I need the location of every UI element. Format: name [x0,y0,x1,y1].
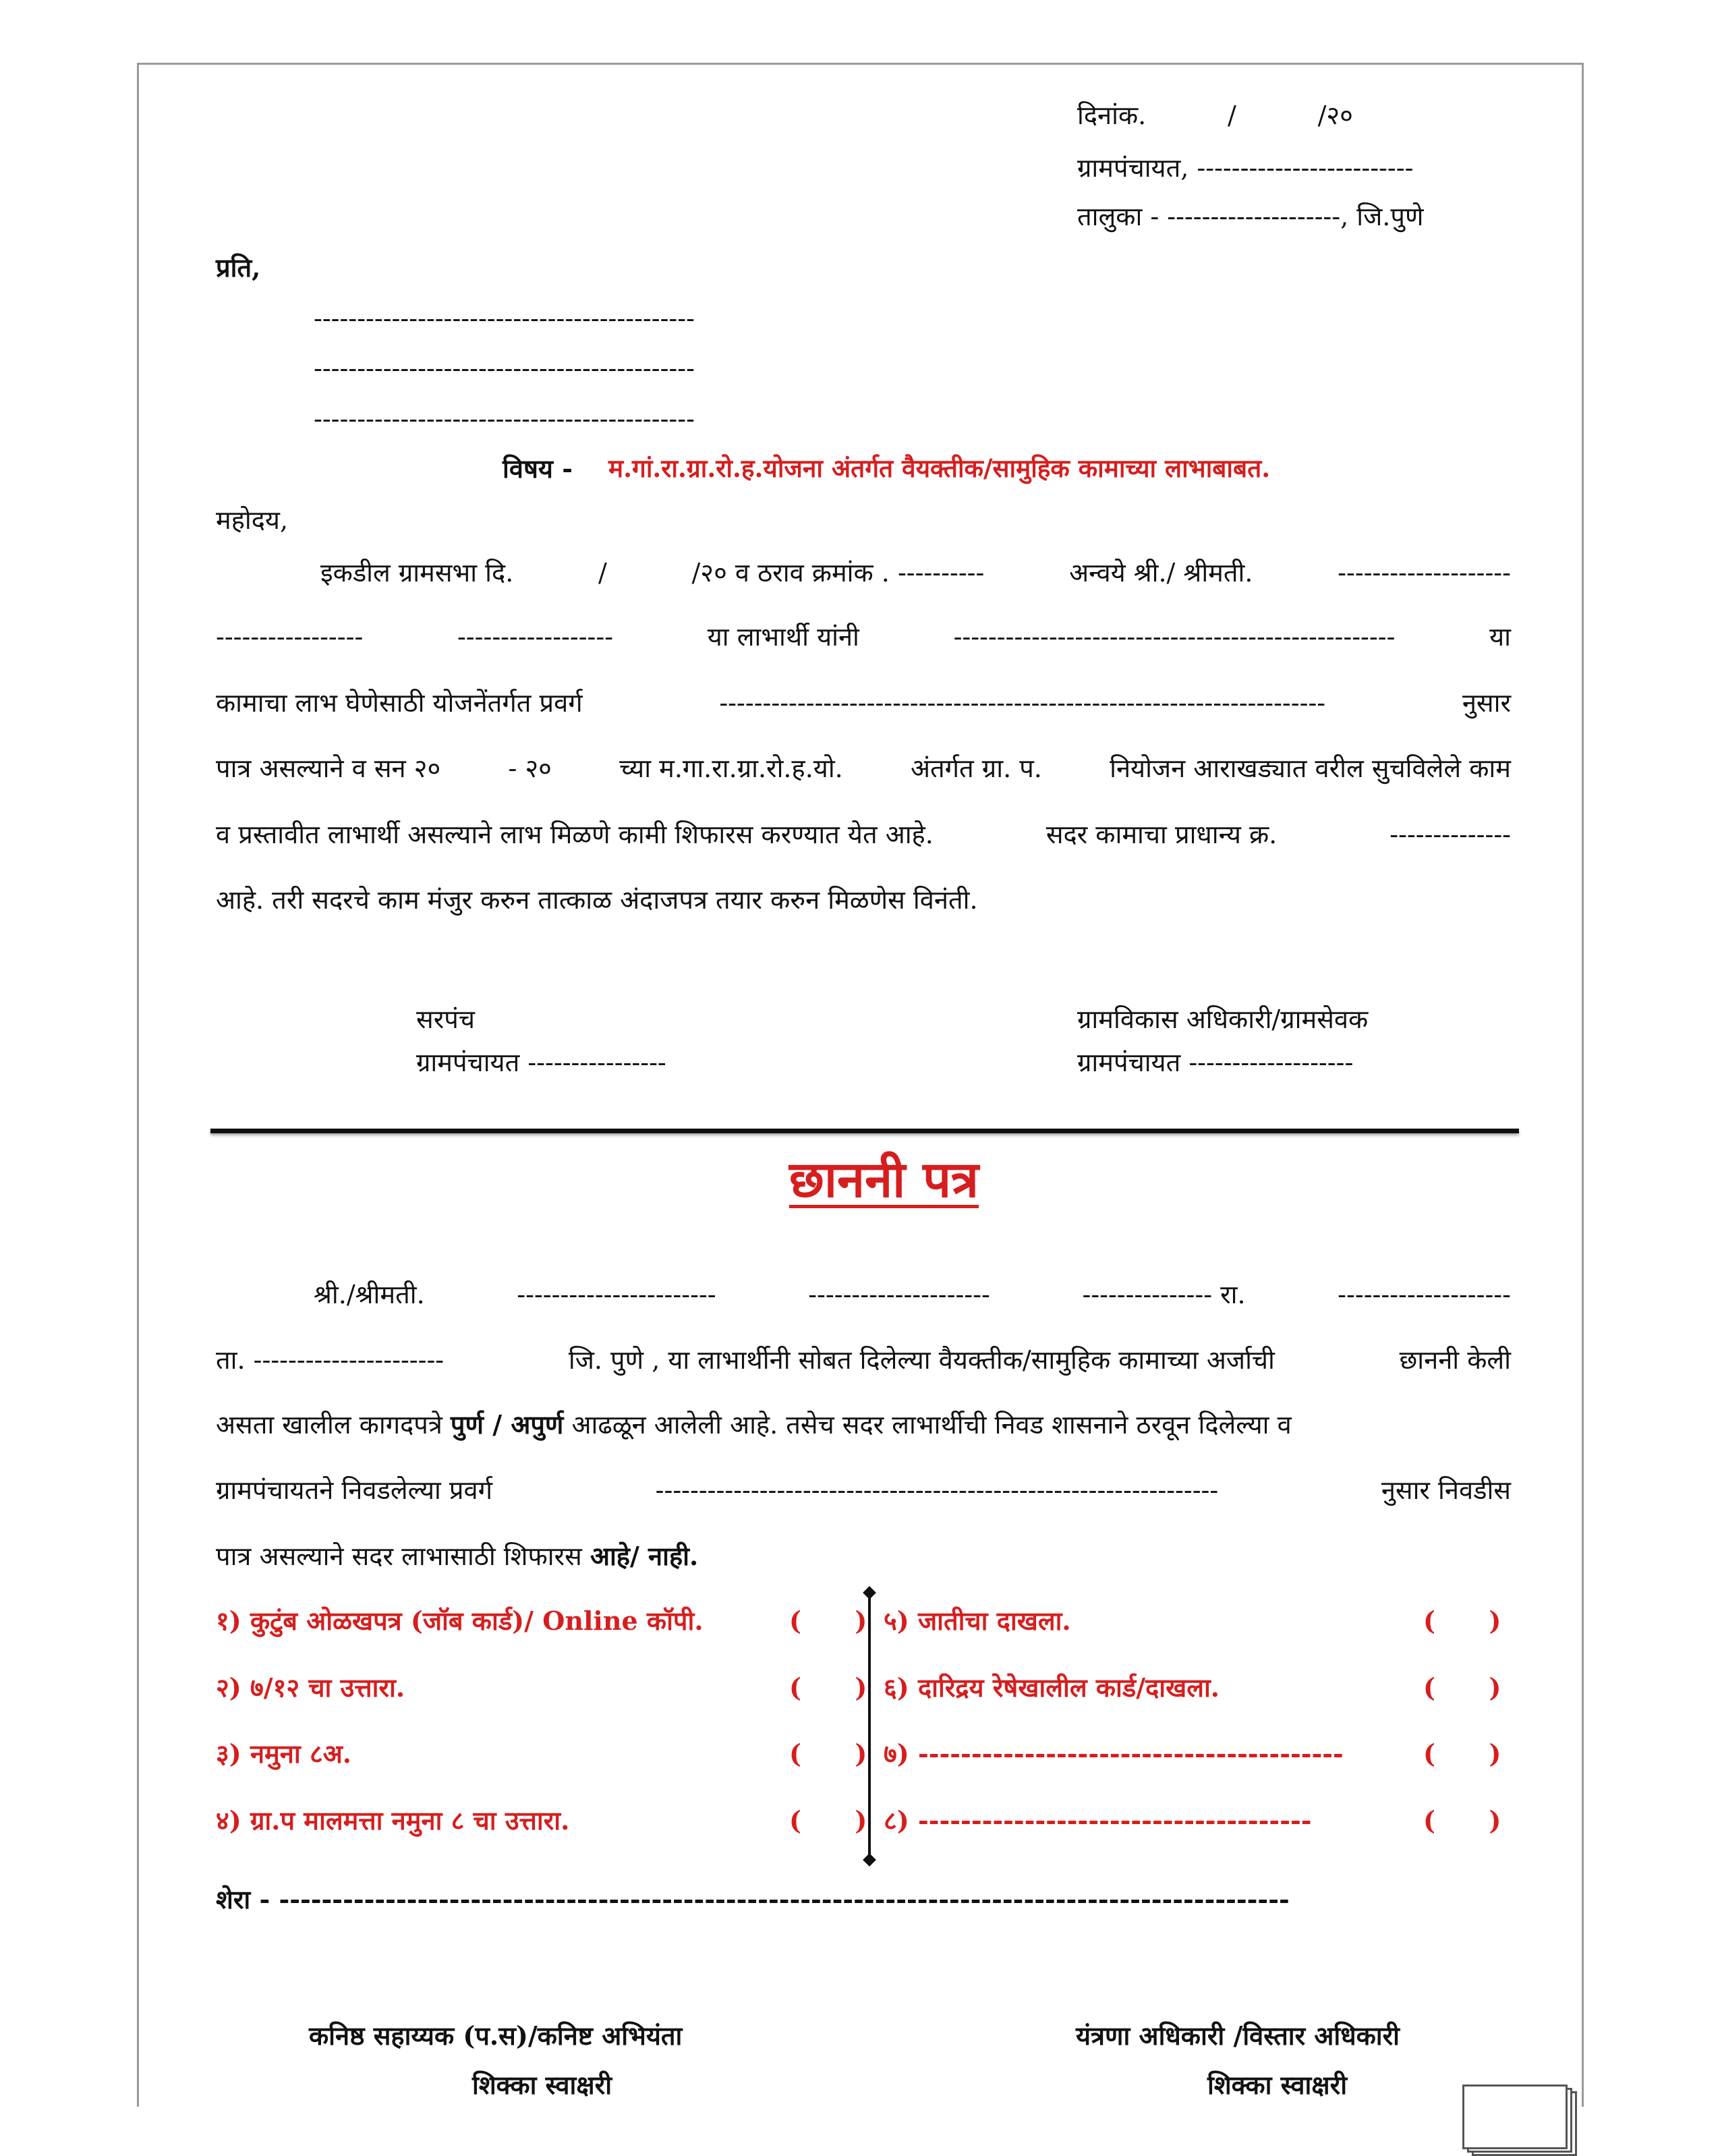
letter-line-1-part-3: /२० व ठराव क्रमांक . ---------- [691,558,985,588]
letter-line-2-part-3: या लाभार्थी यांनी [707,622,859,652]
yes-no-label: आहे/ नाही. [590,1541,699,1571]
scrutiny-line-1-part-4: --------------- रा. [1082,1280,1246,1309]
junior-assistant-seal: शिक्का स्वाक्षरी [472,2070,612,2100]
scrutiny-line-3-text-a: असता खालील कागदपत्रे [216,1410,451,1440]
letter-line-4-part-1: पात्र असल्याने व सन २० [216,754,441,783]
gramsevak-gram-panchayat: ग्रामपंचायत ------------------- [1077,1048,1354,1077]
scrutiny-line-4-part-1: ग्रामपंचायतने निवडलेल्या प्रवर्ग [216,1475,493,1505]
scrutiny-line-1-part-3: --------------------- [808,1280,990,1309]
letter-line-3-part-1: कामाचा लाभ घेणेसाठी योजनेंतर्गत प्रवर्ग [216,688,583,718]
document-item-1-label: १) कुटुंब ओळखपत्र (जॉब कार्ड)/ Online कॉपी. [216,1606,704,1636]
section-divider [210,1129,1519,1133]
scrutiny-line-4-part-3: नुसार निवडीस [1381,1475,1511,1505]
letter-line-1-part-4: अन्वये श्री./ श्रीमती. [1069,558,1253,588]
letter-line-2-part-2: ------------------ [457,622,614,652]
divider-bottom-diamond [863,1853,876,1867]
letter-line-2 [216,624,1511,650]
letter-line-6: आहे. तरी सदरचे काम मंजुर करुन तात्काळ अंदाजपत्र तयार करुन मिळणेस विनंती. [216,885,978,915]
document-item-7-checkbox[interactable]: ( ) [1423,1738,1501,1769]
divider-top-diamond [863,1586,876,1599]
document-item-6-checkbox[interactable]: ( ) [1423,1672,1501,1703]
document-item-8-label: ८) ------------------------------------- [884,1805,1312,1836]
recipient-line-2: -------------------------------------------- [314,353,695,383]
scrutiny-line-1-part-2: ----------------------- [517,1280,716,1309]
document-item-2-label: २) ७/१२ चा उत्तारा. [216,1672,405,1703]
extension-officer-title: यंत्रणा अधिकारी /विस्तार अधिकारी [1076,2020,1400,2051]
scrutiny-line-1 [314,1282,1511,1307]
document-item-4-label: ४) ग्रा.प मालमत्ता नमुना ८ चा उत्तारा. [216,1805,570,1836]
letter-line-5 [216,822,1511,847]
letter-line-5-part-3: -------------- [1389,820,1511,849]
letter-line-5-part-1: व प्रस्तावीत लाभार्थी असल्याने लाभ मिळणे कामी शिफारस करण्यात येत आहे. [216,820,934,849]
gram-panchayat-line: ग्रामपंचायत, ------------------------- [1077,153,1414,183]
document-item-6-label: ६) दारिद्रय रेषेखालील कार्ड/दाखला. [884,1672,1220,1703]
scrutiny-line-2-part-3: छाननी केली [1399,1345,1511,1375]
recipient-line-3: -------------------------------------------- [314,404,695,434]
scrutiny-line-5-text: पात्र असल्याने सदर लाभासाठी शिफारस [216,1541,590,1571]
letter-line-3 [216,690,1511,716]
letter-line-3-part-2: ---------------------------------------------------------------------- [719,688,1326,718]
taluka-line: तालुका - --------------------, जि.पुणे [1077,202,1424,231]
document-item-4-checkbox[interactable]: ( ) [789,1805,867,1836]
scrutiny-line-2-part-1: ता. ---------------------- [216,1345,445,1375]
scrutiny-line-2-part-2: जि. पुणे , या लाभार्थीनी सोबत दिलेल्या वैयक्तीक/सामुहिक कामाच्या अर्जाची [568,1345,1275,1375]
document-item-5-label: ५) जातीचा दाखला. [884,1606,1071,1636]
sarpanch-title: सरपंच [416,1004,475,1034]
letter-line-1-part-1: इकडील ग्रामसभा दि. [320,558,514,588]
remarks-line: शेरा - ----------------------------------------------------------------------------------------------- [216,1884,1290,1914]
letter-line-1-part-5: -------------------- [1338,558,1511,588]
document-item-3-checkbox[interactable]: ( ) [789,1738,867,1769]
scrutiny-line-4-part-2: ----------------------------------------------------------------- [655,1475,1219,1505]
checklist-column-divider [868,1592,871,1861]
scrutiny-line-5 [216,1543,698,1569]
letter-line-4-part-4: अंतर्गत ग्रा. प. [910,754,1042,783]
scrutiny-line-1-part-1: श्री./श्रीमती. [314,1280,425,1309]
extension-officer-seal: शिक्का स्वाक्षरी [1207,2070,1348,2100]
prati-label: प्रति, [216,252,261,283]
scrutiny-line-4 [216,1477,1511,1503]
document-item-5-checkbox[interactable]: ( ) [1423,1606,1501,1636]
document-item-3-label: ३) नमुना ८अ. [216,1738,351,1769]
paper-stack-icon [1462,2084,1577,2141]
letter-line-1 [320,560,1511,586]
page-border-left [137,63,139,2107]
document-item-7-label: ७) ---------------------------------------- [884,1738,1344,1769]
subject-text: म.गां.रा.ग्रा.रो.ह.योजना अंतर्गत वैयक्तीक/सामुहिक कामाच्या लाभाबाबत. [608,453,1271,483]
document-item-2-checkbox[interactable]: ( ) [789,1672,867,1703]
junior-assistant-title: कनिष्ठ सहाय्यक (प.स)/कनिष्ट अभियंता [309,2020,683,2051]
letter-line-2-part-1: ----------------- [216,622,364,652]
letter-line-3-part-3: नुसार [1462,688,1511,718]
complete-incomplete-label: पुर्ण / अपुर्ण [450,1409,564,1440]
letter-line-4-part-5: नियोजन आराखड्यात वरील सुचविलेले काम [1110,754,1511,783]
subject-label: विषय - [503,453,573,484]
letter-line-4-part-2: - २० [508,754,552,783]
date-line: दिनांक. / /२० [1077,101,1353,130]
letter-line-2-part-5: या [1489,622,1511,652]
scrutiny-line-2 [216,1347,1511,1373]
page-border-right [1582,63,1584,2107]
sarpanch-gram-panchayat: ग्रामपंचायत ---------------- [416,1048,666,1077]
gramsevak-title: ग्रामविकास अधिकारी/ग्रामसेवक [1077,1004,1369,1034]
letter-line-4-part-3: च्या म.गा.रा.ग्रा.रो.ह.यो. [619,754,843,783]
letter-line-4 [216,756,1511,781]
scrutiny-line-1-part-5: -------------------- [1338,1280,1511,1309]
scrutiny-line-3 [216,1409,1292,1440]
scrutiny-title: छाननी पत्र [789,1151,979,1209]
document-item-8-checkbox[interactable]: ( ) [1423,1805,1501,1836]
page-border-top [137,63,1584,65]
letter-line-5-part-2: सदर कामाचा प्राधान्य क्र. [1045,820,1278,849]
document-item-1-checkbox[interactable]: ( ) [789,1606,867,1636]
recipient-line-1: -------------------------------------------- [314,304,695,333]
letter-line-2-part-4: --------------------------------------------------- [953,622,1396,652]
salutation: महोदय, [216,505,289,535]
scrutiny-line-3-text-b: आढळून आलेली आहे. तसेच सदर लाभार्थीची निवड शासनाने ठरवून दिलेल्या व [563,1410,1292,1440]
letter-line-1-part-2: / [598,558,607,588]
